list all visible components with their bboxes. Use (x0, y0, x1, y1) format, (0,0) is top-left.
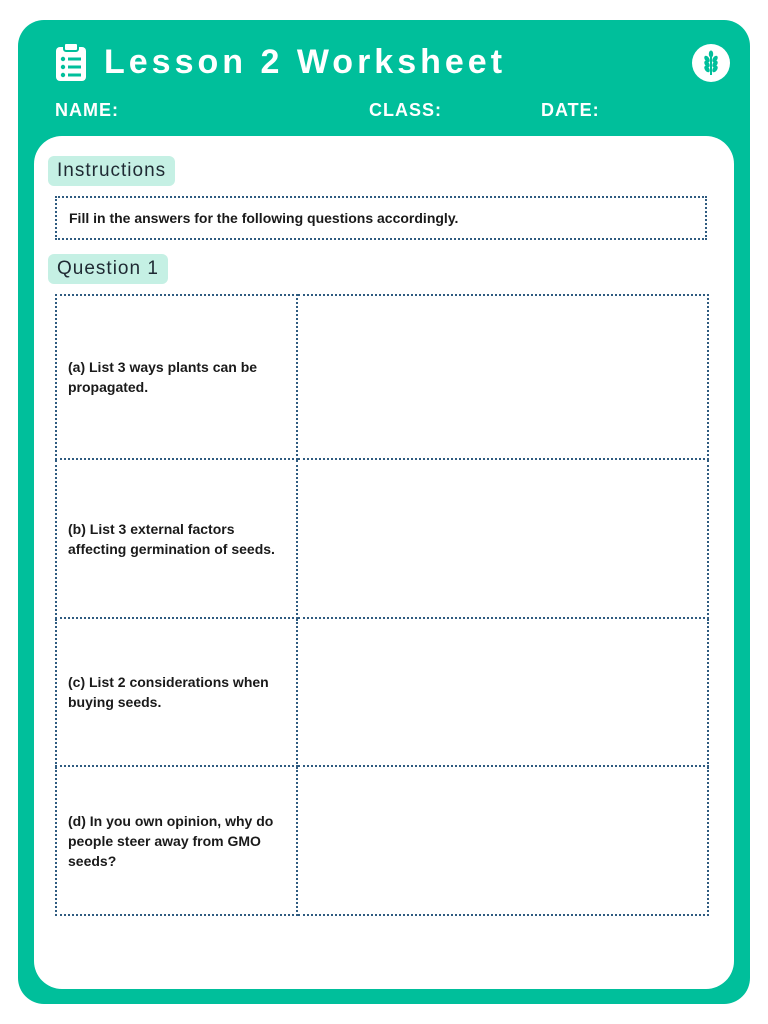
logo-badge (692, 44, 730, 82)
worksheet-card (34, 136, 734, 989)
instructions-text: Fill in the answers for the following questions accordingly. (69, 210, 459, 226)
wheat-icon (700, 50, 722, 76)
answer-cell-c[interactable] (297, 618, 708, 766)
answer-cell-b[interactable] (297, 459, 708, 618)
worksheet-title: Lesson 2 Worksheet (104, 42, 507, 81)
name-field-label: NAME: (55, 100, 119, 120)
date-field-label: DATE: (541, 100, 600, 120)
table-row (56, 618, 708, 766)
answer-cell-a[interactable] (297, 295, 708, 459)
question-table (55, 294, 709, 916)
answer-cell-d[interactable] (297, 766, 708, 915)
question-prompt-a: (a) List 3 ways plants can be propagated. (56, 295, 297, 459)
question-prompt-b: (b) List 3 external factors affecting germination of seeds. (56, 459, 297, 618)
table-row (56, 766, 708, 915)
question-1-heading: Question 1 (48, 254, 168, 284)
table-row (56, 295, 708, 459)
class-field-label: CLASS: (369, 100, 442, 120)
question-prompt-c: (c) List 2 considerations when buying seeds. (56, 618, 297, 766)
worksheet-frame (18, 20, 750, 1004)
instructions-heading: Instructions (48, 156, 175, 186)
instructions-box (55, 196, 707, 240)
table-row (56, 459, 708, 618)
title-row (54, 42, 506, 82)
clipboard-list-icon (54, 42, 88, 82)
question-prompt-d: (d) In you own opinion, why do people steer away from GMO seeds? (56, 766, 297, 915)
